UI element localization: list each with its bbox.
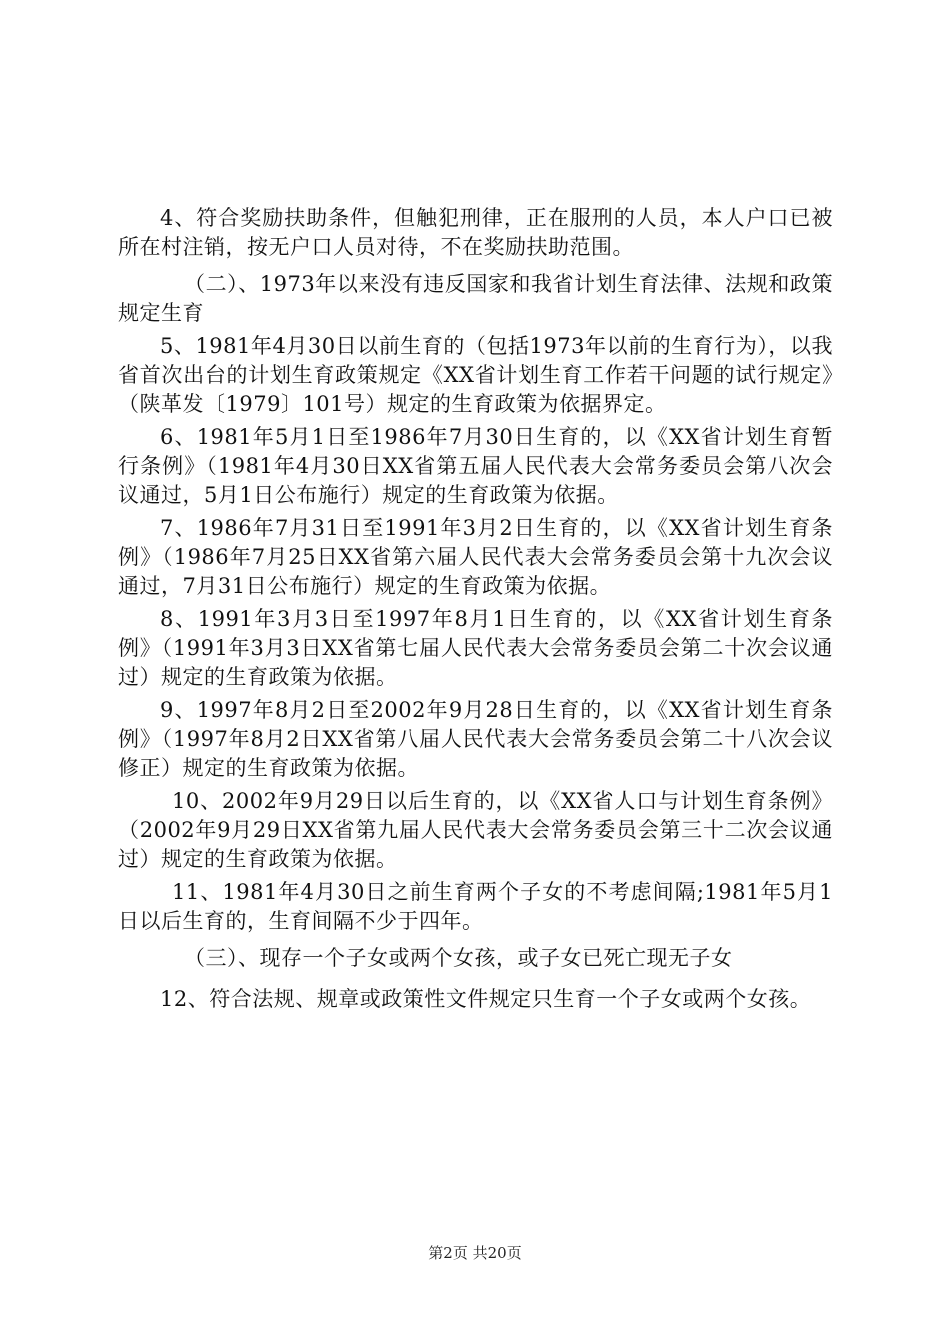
paragraph-item-12: 12、符合法规、规章或政策性文件规定只生育一个子女或两个女孩。 <box>160 987 812 1011</box>
paragraph-item-4: 4、符合奖励扶助条件，但触犯刑律，正在服刑的人员，本人户口已被所在村注销，按无户口人员对待，不在奖励扶助范围。 <box>118 206 833 259</box>
document-body <box>118 204 833 1014</box>
paragraph-item-11: 11、1981年4月30日之前生育两个子女的不考虑间隔;1981年5月1日以后生育的，生育间隔不少于四年。 <box>118 880 833 933</box>
paragraph-item-7: 7、1986年7月31日至1991年3月2日生育的，以《XX省计划生育条例》（1986年7月25日XX省第六届人民代表大会常务委员会第十九次会议通过，7月31日公布施行）规定的生育政策为依据。 <box>118 516 833 598</box>
page-footer: 第2页 共20页 <box>428 1244 522 1262</box>
paragraph-item-10: 10、2002年9月29日以后生育的，以《XX省人口与计划生育条例》（2002年9月29日XX省第九届人民代表大会常务委员会第三十二次会议通过）规定的生育政策为依据。 <box>118 789 833 871</box>
paragraph-item-8: 8、1991年3月3日至1997年8月1日生育的，以《XX省计划生育条例》（1991年3月3日XX省第七届人民代表大会常务委员会第二十次会议通过）规定的生育政策为依据。 <box>118 607 833 689</box>
paragraph-item-9: 9、1997年8月2日至2002年9月28日生育的，以《XX省计划生育条例》（1997年8月2日XX省第八届人民代表大会常务委员会第二十八次会议修正）规定的生育政策为依据。 <box>118 698 833 780</box>
section-heading-2: （二）、1973年以来没有违反国家和我省计划生育法律、法规和政策规定生育 <box>118 272 833 325</box>
paragraph-item-5: 5、1981年4月30日以前生育的（包括1973年以前的生育行为），以我省首次出台的计划生育政策规定《XX省计划生育工作若干问题的试行规定》（陕革发〔1979〕101号）规定的生育政策为依据界定。 <box>118 334 833 416</box>
paragraph-item-6: 6、1981年5月1日至1986年7月30日生育的，以《XX省计划生育暂行条例》（1981年4月30日XX省第五届人民代表大会常务委员会第八次会议通过，5月1日公布施行）规定的生育政策为依据。 <box>118 425 833 507</box>
section-heading-3: （三）、现存一个子女或两个女孩，或子女已死亡现无子女 <box>184 946 733 970</box>
